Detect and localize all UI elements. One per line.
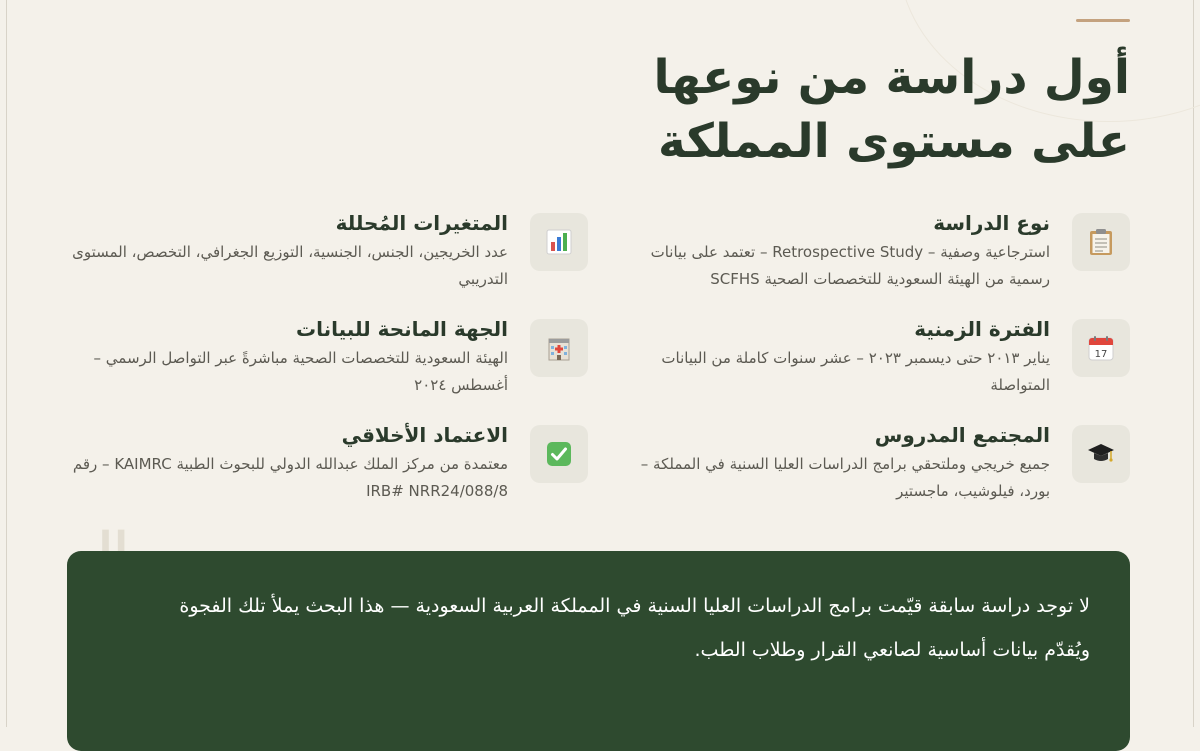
calendar-day-label: 17 (1094, 349, 1108, 360)
card-title: المتغيرات المُحللة (335, 211, 508, 235)
title-line-2: على مستوى المملكة (657, 114, 1130, 169)
calendar-icon (1072, 319, 1130, 377)
card-data-provider (66, 317, 588, 399)
card-title: المجتمع المدروس (874, 423, 1050, 447)
card-study-type (630, 211, 1130, 293)
page-frame-right (1193, 0, 1194, 727)
card-title: الفترة الزمنية (914, 317, 1050, 341)
clipboard-icon (1072, 213, 1130, 271)
card-description: يناير ٢٠١٣ حتى ديسمبر ٢٠٢٣ – عشر سنوات كاملة من البيانات المتواصلة (661, 349, 1050, 394)
title-line-1: أول دراسة من نوعها (653, 50, 1130, 105)
accent-line (1076, 19, 1130, 22)
card-description: الهيئة السعودية للتخصصات الصحية مباشرةً عبر التواصل الرسمي – أغسطس ٢٠٢٤ (93, 349, 508, 394)
card-description: جميع خريجي وملتحقي برامج الدراسات العليا السنية في المملكة – بورد، فيلوشيب، ماجستير (640, 455, 1050, 500)
check-mark-icon (530, 425, 588, 483)
card-time-period (630, 317, 1130, 399)
hospital-icon (530, 319, 588, 377)
quote-text: لا توجد دراسة سابقة قيّمت برامج الدراسات العليا السنية في المملكة العربية السعودية — هذا البحث يملأ تلك الفجوة ويُقدّم بيانات أساسية لصانعي القرار وطلاب الطب. (179, 595, 1090, 661)
bar-chart-icon (530, 213, 588, 271)
card-title: الاعتماد الأخلاقي (341, 423, 508, 447)
graduation-cap-icon (1072, 425, 1130, 483)
card-title: نوع الدراسة (933, 211, 1050, 235)
card-description: استرجاعية وصفية – Retrospective Study – تعتمد على بيانات رسمية من الهيئة السعودية للتخصصات الصحية SCFHS (650, 243, 1050, 288)
page-title (654, 46, 1131, 174)
card-description: معتمدة من مركز الملك عبدالله الدولي للبحوث الطبية KAIMRC – رقم IRB# NRR24/088/8 (72, 455, 508, 500)
card-studied-population (630, 423, 1130, 505)
card-analyzed-variables (66, 211, 588, 293)
card-description: عدد الخريجين، الجنس، الجنسية، التوزيع الجغرافي، التخصص، المستوى التدريبي (72, 243, 508, 288)
card-ethical-approval (66, 423, 588, 505)
card-title: الجهة المانحة للبيانات (295, 317, 508, 341)
page-frame-left (6, 0, 7, 727)
